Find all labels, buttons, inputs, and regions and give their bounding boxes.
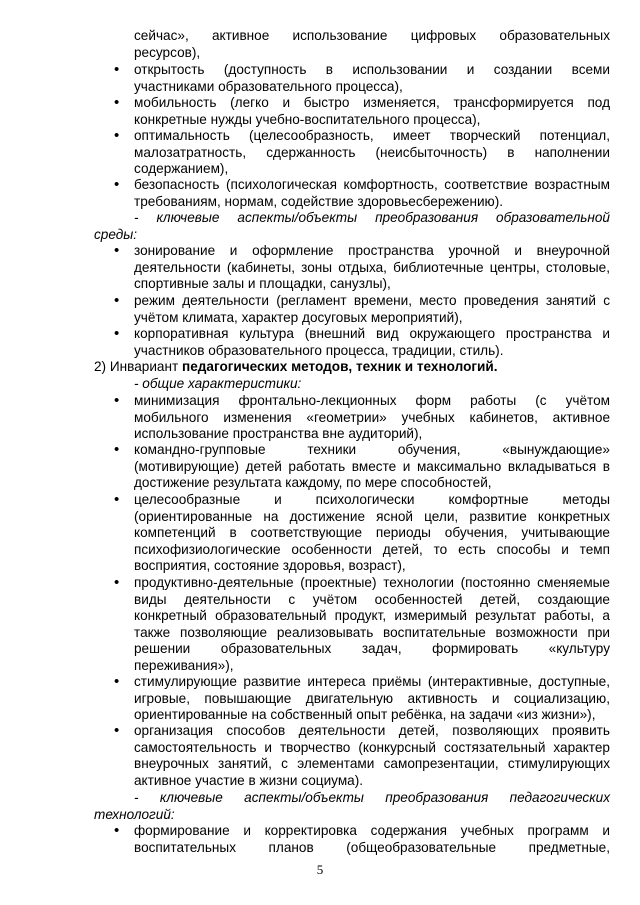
text-line: внеурочных занятий, с элементами самопрезентации, стимулирующих xyxy=(134,756,610,772)
list-item xyxy=(134,128,610,178)
text-line: компетенций в соответствующие периоды обучения, учитывающие xyxy=(134,525,610,541)
bullet-icon: • xyxy=(114,491,120,508)
bullet-icon: • xyxy=(114,127,120,144)
text-line: ориентированные на собственный опыт ребёнка, на задачи «из жизни»), xyxy=(134,707,596,723)
section-prefix: 2) Инвариант xyxy=(94,359,182,374)
section-subheading xyxy=(94,790,610,823)
text-line: - ключевые аспекты/объекты преобразования образовательной xyxy=(134,210,610,225)
text-line: мобильного изменения «геометрии» учебных кабинетов, активное xyxy=(134,409,610,425)
list-item xyxy=(134,293,610,326)
list-item xyxy=(134,393,610,443)
text-line: безопасность (психологическая комфортность, соответствие возрастным xyxy=(134,177,610,192)
text-line: конкретный образовательный продукт, измеримый результат работы, а xyxy=(134,608,610,624)
section-bold-title: педагогических методов, техник и технологий. xyxy=(182,359,498,374)
text-line: оптимальность (целесообразность, имеет творческий потенциал, xyxy=(134,128,610,143)
bullet-icon: • xyxy=(114,392,120,409)
list-item xyxy=(134,62,610,95)
list-item xyxy=(134,492,610,575)
text-line: деятельности (кабинеты, зоны отдыха, библиотечные центры, столовые, xyxy=(134,259,610,275)
text-line: целесообразные и психологически комфортные методы xyxy=(134,492,610,507)
list-item xyxy=(134,28,610,61)
bullet-icon: • xyxy=(114,292,120,309)
text-line: (ориентированные на достижение ясной цели, развитие конкретных xyxy=(134,508,610,524)
text-line: решении образовательных задач, формировать «культуру xyxy=(134,641,610,657)
text-line: также позволяющие реализовывать воспитательные возможности при xyxy=(134,624,610,640)
text-line: - ключевые аспекты/объекты преобразования педагогических xyxy=(134,790,610,805)
list-item xyxy=(134,674,610,724)
bullet-icon: • xyxy=(114,441,120,458)
list-item xyxy=(134,575,610,675)
bullet-icon: • xyxy=(114,722,120,739)
list-item xyxy=(134,326,610,359)
text-line: (мотивирующие) детей работать вместе и максимально вкладываться в xyxy=(134,458,610,474)
text-line: стимулирующие развитие интереса приёмы (интерактивные, доступные, xyxy=(134,674,610,689)
text-line: самостоятельность и творчество (конкурсный состязательный характер xyxy=(134,739,610,755)
list-item xyxy=(134,177,610,210)
list-item xyxy=(134,723,610,789)
section-subheading xyxy=(94,210,610,243)
list-item xyxy=(134,442,610,492)
section-subheading xyxy=(134,376,610,393)
text-line: воспитательных планов (общеобразовательные предметные, xyxy=(134,839,610,855)
text-line: малозатратность, сдержанность (неисбыточность) в наполнении xyxy=(134,144,610,160)
text-line: участниками образовательного процесса), xyxy=(134,78,403,94)
text-line: содержанием), xyxy=(134,161,229,177)
text-line: ресурсов), xyxy=(134,44,201,60)
text-line: технологий: xyxy=(94,806,175,822)
bullet-icon: • xyxy=(114,61,120,78)
text-line: игровые, повышающие двигательную активность и социализацию, xyxy=(134,690,610,706)
text-line: корпоративная культура (внешний вид окружающего пространства и xyxy=(134,326,610,341)
bullet-icon: • xyxy=(114,325,120,342)
text-line: среды: xyxy=(94,226,138,242)
text-line: формирование и корректировка содержания учебных программ и xyxy=(134,823,610,838)
text-line: организация способов деятельности детей, позволяющих проявить xyxy=(134,723,610,738)
text-line: минимизация фронтально-лекционных форм работы (с учётом xyxy=(134,393,610,408)
text-line: продуктивно-деятельные (проектные) технологии (постоянно сменяемые xyxy=(134,575,610,590)
text-line: спортивные залы и площадки, санузлы), xyxy=(134,276,391,292)
bullet-icon: • xyxy=(114,673,120,690)
text-line: требованиям, нормам, содействие здоровьесбережению). xyxy=(134,193,504,209)
bullet-icon: • xyxy=(114,94,120,111)
text-line: использование пространства вне аудиторий), xyxy=(134,426,423,442)
text-line: зонирование и оформление пространства урочной и внеурочной xyxy=(134,243,610,258)
text-line: восприятия, состояние здоровья, возраст), xyxy=(134,558,406,574)
text-line: сейчас», активное использование цифровых образовательных xyxy=(134,28,610,43)
text-line: виды деятельности с учётом особенностей детей, создающие xyxy=(134,591,610,607)
page-number: 5 xyxy=(316,862,324,877)
text-line: мобильность (легко и быстро изменяется, трансформируется под xyxy=(134,95,610,110)
bullet-icon: • xyxy=(114,176,120,193)
bullet-icon: • xyxy=(114,822,120,839)
text-line: командно-групповые техники обучения, «вынуждающие» xyxy=(134,442,610,457)
bullet-icon: • xyxy=(114,574,120,591)
text-line: режим деятельности (регламент времени, место проведения занятий с xyxy=(134,293,610,308)
text-line: конкретные нужды учебно-воспитательного процесса), xyxy=(134,111,481,127)
text-line: переживания»), xyxy=(134,657,234,673)
text-line: достижение результата каждому, по мере способностей, xyxy=(134,475,492,491)
list-item xyxy=(134,823,610,856)
text-line: активное участие в жизни социума). xyxy=(134,772,364,788)
text-line: участников образовательного процесса, традиции, стиль). xyxy=(134,342,504,358)
list-item xyxy=(134,243,610,293)
bullet-icon: • xyxy=(114,242,120,259)
text-line: открытость (доступность в использовании и создании всеми xyxy=(134,62,610,77)
text-line: учётом климата, характер досуговых мероприятий), xyxy=(134,309,463,325)
text-line: - общие характеристики: xyxy=(134,376,302,391)
list-item xyxy=(134,95,610,128)
text-line: психофизиологические особенности детей, то есть способы и темп xyxy=(134,541,610,557)
section-title xyxy=(94,359,610,376)
